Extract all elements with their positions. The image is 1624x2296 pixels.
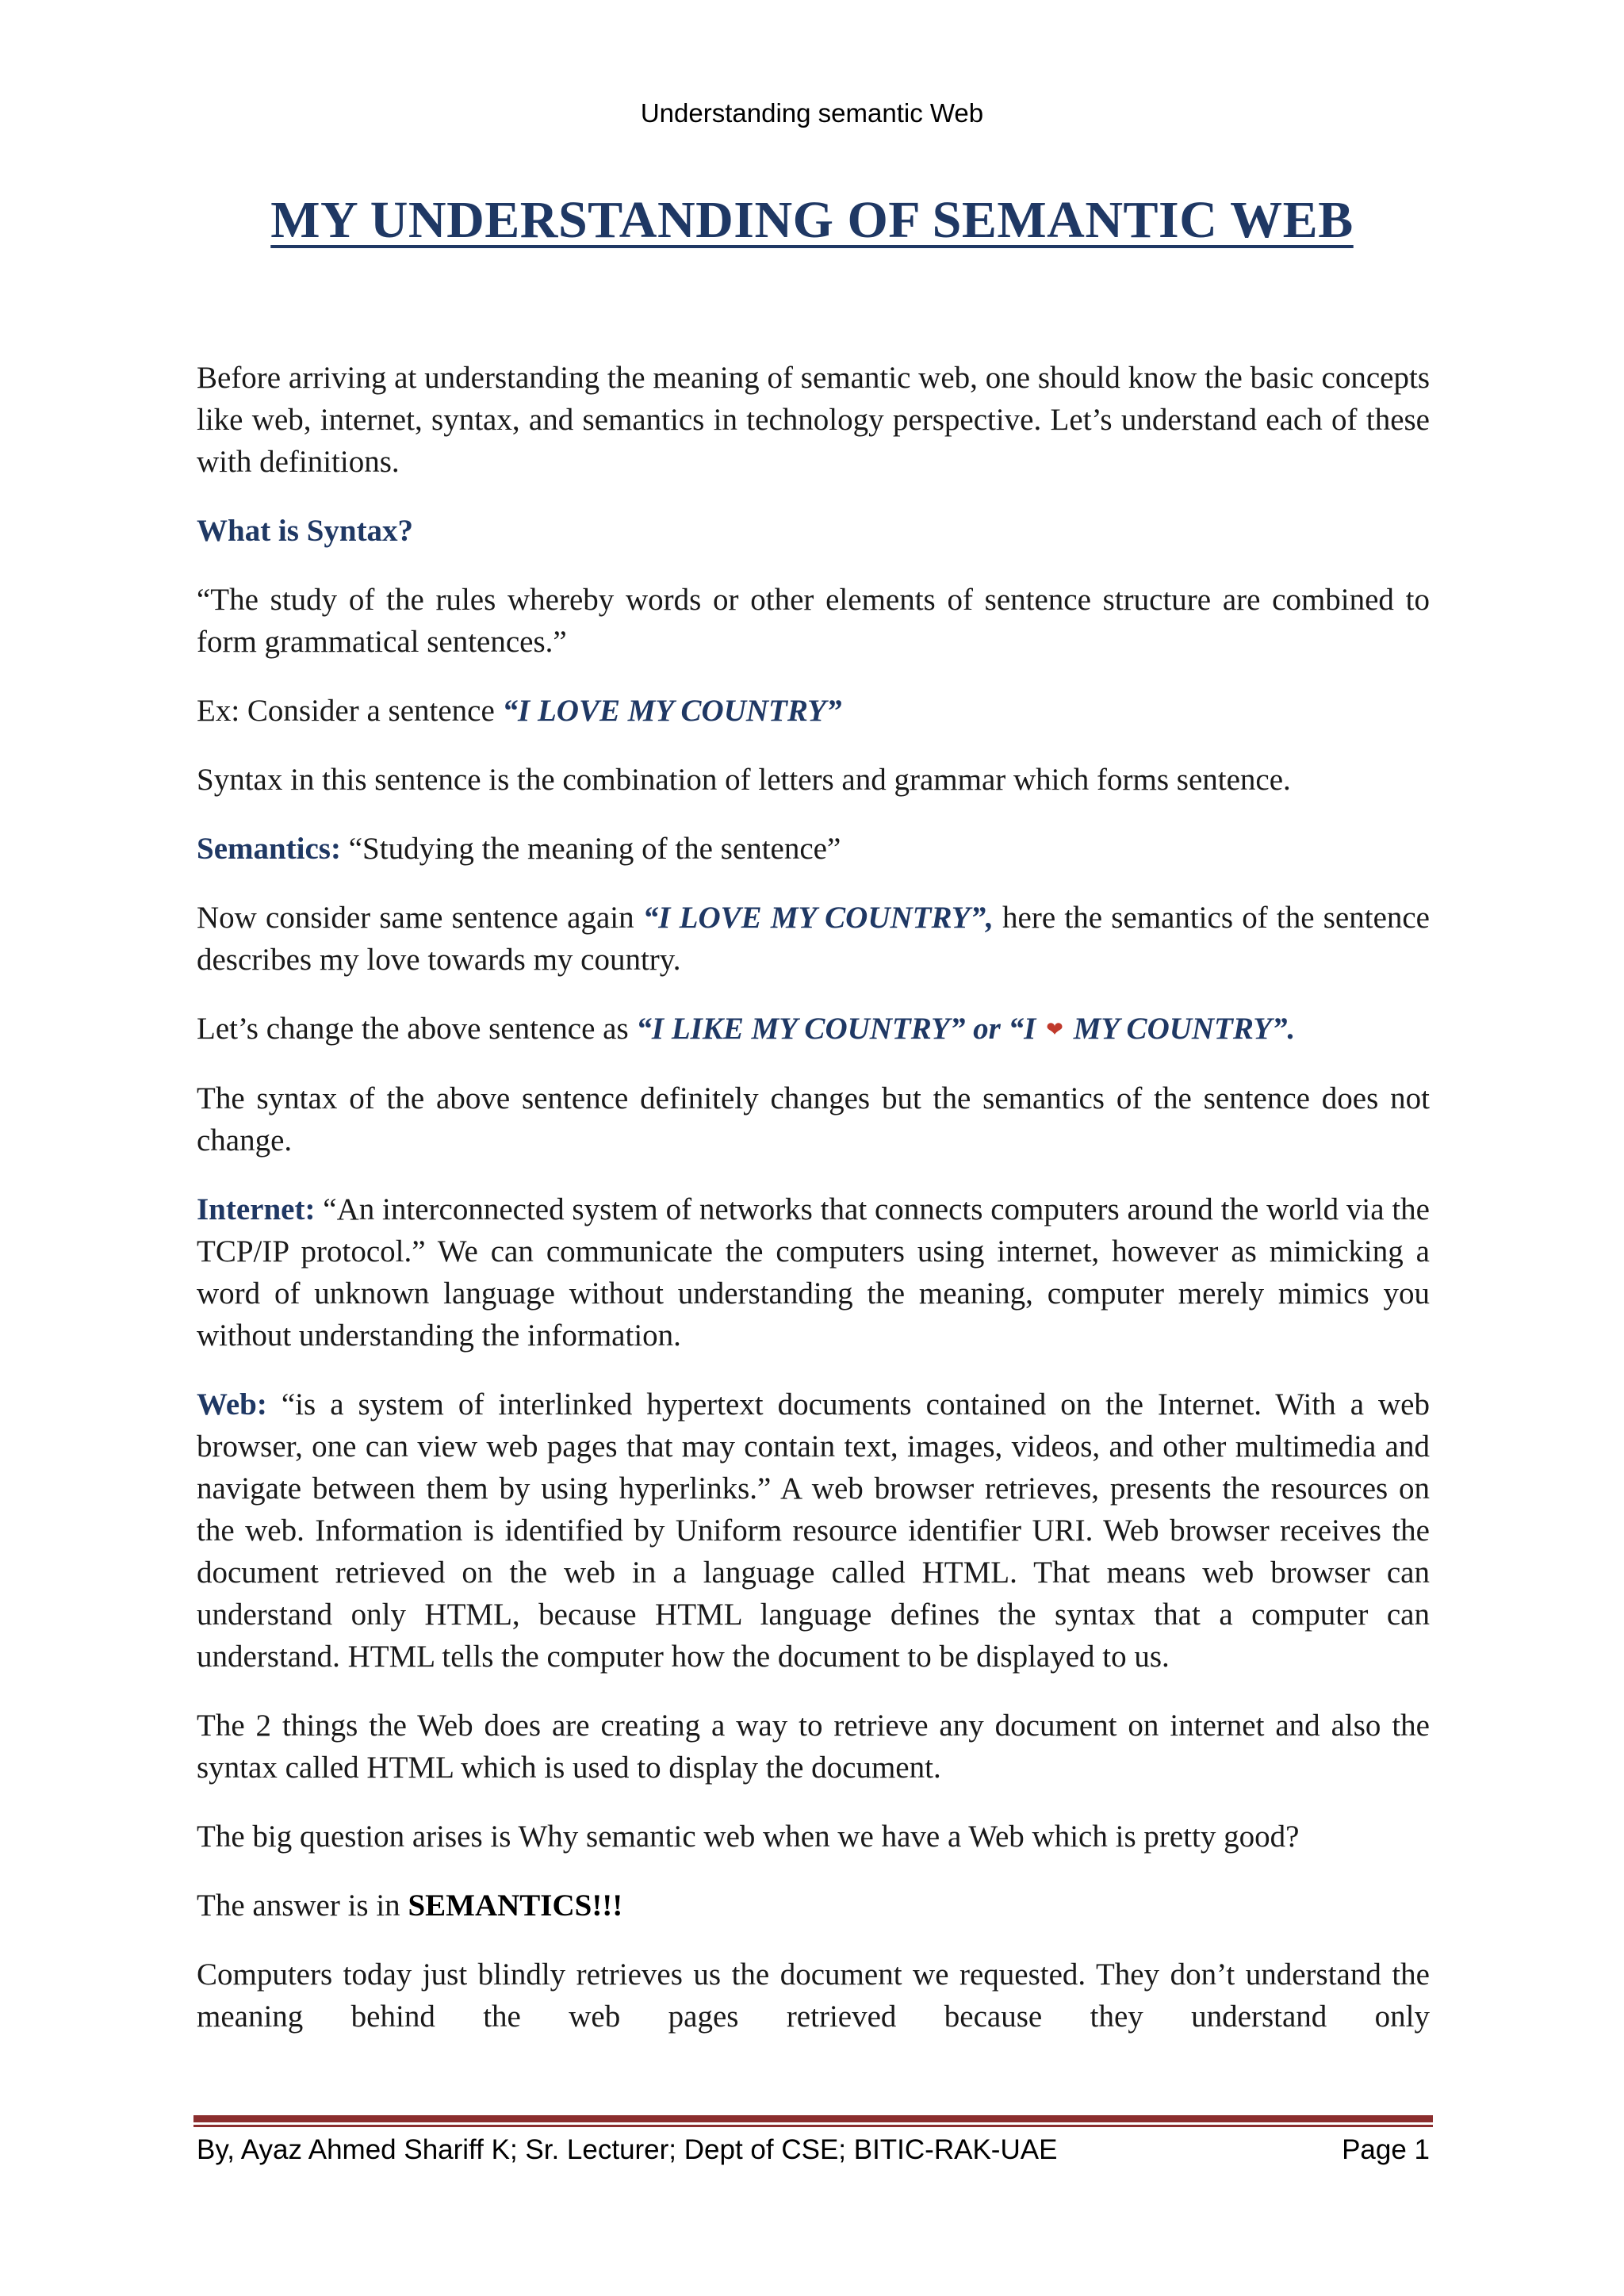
footer-rule-thick <box>193 2115 1433 2122</box>
answer-paragraph <box>197 1885 1430 1927</box>
now-quote: “I LOVE MY COUNTRY”, <box>642 901 994 935</box>
now-consider-paragraph <box>197 897 1430 981</box>
heart-icon: ❤ <box>1046 1018 1063 1041</box>
internet-paragraph <box>197 1188 1430 1357</box>
web-paragraph <box>197 1383 1430 1678</box>
document-title-text: MY UNDERSTANDING OF SEMANTIC WEB <box>270 191 1354 249</box>
footer-page-number: Page 1 <box>1342 2134 1430 2165</box>
answer-prefix: The answer is in <box>197 1888 408 1923</box>
internet-text: “An interconnected system of networks that connects computers around the world via the TCP/IP protocol.” We can communicate the computers using internet, however as mimicking a word of unknown language without understanding the meaning, computer merely mimics you without understanding the information. <box>197 1192 1430 1353</box>
change-prefix: Let’s change the above sentence as <box>197 1012 637 1046</box>
example-quote: “I LOVE MY COUNTRY” <box>502 694 842 728</box>
web-text: “is a system of interlinked hypertext documents contained on the Internet. With a web browser, one can view web pages that may contain text, images, videos, and other multimedia and navigate between them by using hyperlinks.” A web browser retrieves, presents the resources on the web. Information is identified by Uniform resource identifier URI. Web browser receives the document retrieved on the web in a language called HTML. That means web browser can understand only HTML, because HTML language defines the syntax that a computer can understand. HTML tells the computer how the document to be displayed to us. <box>197 1387 1430 1674</box>
semantics-label: Semantics: <box>197 832 341 866</box>
internet-label: Internet: <box>197 1192 316 1226</box>
footer-author: By, Ayaz Ahmed Shariff K; Sr. Lecturer; Dept of CSE; BITIC-RAK-UAE <box>197 2134 1058 2165</box>
answer-emphasis: SEMANTICS!!! <box>408 1888 623 1923</box>
big-question-paragraph: The big question arises is Why semantic web when we have a Web which is pretty good? <box>197 1820 1300 1854</box>
syntax-heading: What is Syntax? <box>197 514 414 548</box>
example-paragraph <box>197 690 1430 732</box>
two-things-paragraph: The 2 things the Web does are creating a way to retrieve any document on internet and also the syntax called HTML which is used to display the document. <box>197 1709 1430 1785</box>
syntax-explanation: Syntax in this sentence is the combination of letters and grammar which forms sentence. <box>197 763 1291 797</box>
web-label: Web: <box>197 1387 267 1422</box>
document-title <box>0 190 1624 251</box>
semantics-definition: “Studying the meaning of the sentence” <box>340 832 841 866</box>
intro-paragraph: Before arriving at understanding the meaning of semantic web, one should know the basic concepts like web, internet, syntax, and semantics in technology perspective. Let’s understand each of these with definitions. <box>197 361 1430 479</box>
example-prefix: Ex: Consider a sentence <box>197 694 503 728</box>
now-prefix: Now consider same sentence again <box>197 901 643 935</box>
syntax-definition: “The study of the rules whereby words or other elements of sentence structure are combined to form grammatical sentences.” <box>197 583 1430 659</box>
computers-today-paragraph: Computers today just blindly retrieves us the document we requested. They don’t understand the meaning behind the web pages retrieved because they understand only <box>197 1957 1430 2034</box>
semantics-paragraph <box>197 828 1430 870</box>
document-body <box>197 357 1430 2064</box>
page-footer <box>197 2134 1430 2166</box>
now-suffix: here the semantics of the sentence describes my love towards my country. <box>197 901 1430 977</box>
footer-rule-thin <box>193 2125 1433 2127</box>
change-quote-part1: “I LIKE MY COUNTRY” or “I <box>636 1012 1044 1046</box>
running-header: Understanding semantic Web <box>640 98 984 128</box>
syntax-changes-paragraph: The syntax of the above sentence definitely changes but the semantics of the sentence does not change. <box>197 1081 1430 1158</box>
change-quote-part2: MY COUNTRY”. <box>1066 1012 1296 1046</box>
change-paragraph <box>197 1008 1430 1050</box>
